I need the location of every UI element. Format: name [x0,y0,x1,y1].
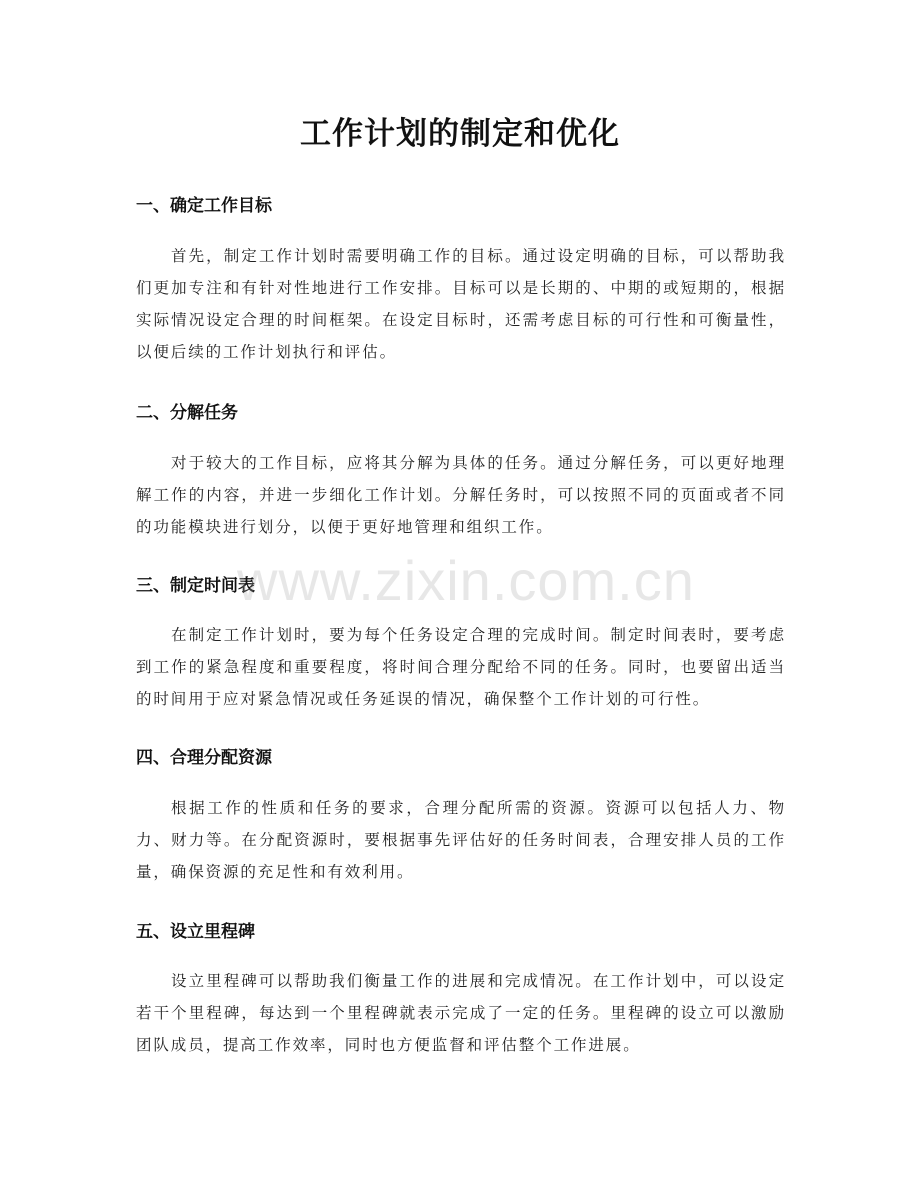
document-title: 工作计划的制定和优化 [300,116,620,152]
section-heading-goals: 一、确定工作目标 [136,196,272,216]
section-body-goals: 首先，制定工作计划时需要明确工作的目标。通过设定明确的目标，可以帮助我们更加专注和有针对性地进行工作安排。目标可以是长期的、中期的或短期的，根据实际情况设定合理的时间框架。在设定目标时，还需考虑目标的可行性和可衡量性，以便后续的工作计划执行和评估。 [136,247,786,361]
watermark: www.zixin.com.cn [237,549,695,612]
section-heading-schedule: 三、制定时间表 [136,576,255,596]
section-heading-milestones: 五、设立里程碑 [136,922,255,942]
section-body-milestones: 设立里程碑可以帮助我们衡量工作的进展和完成情况。在工作计划中，可以设定若干个里程碑，每达到一个里程碑就表示完成了一定的任务。里程碑的设立可以激励团队成员，提高工作效率，同时也方便监督和评估整个工作进展。 [136,972,786,1054]
section-heading-resources: 四、合理分配资源 [136,748,272,768]
section-body-schedule: 在制定工作计划时，要为每个任务设定合理的完成时间。制定时间表时，要考虑到工作的紧急程度和重要程度，将时间合理分配给不同的任务。同时，也要留出适当的时间用于应对紧急情况或任务延误的情况，确保整个工作计划的可行性。 [136,626,786,708]
section-heading-tasks: 二、分解任务 [136,403,238,423]
section-body-tasks: 对于较大的工作目标，应将其分解为具体的任务。通过分解任务，可以更好地理解工作的内容，并进一步细化工作计划。分解任务时，可以按照不同的页面或者不同的功能模块进行划分，以便于更好地管理和组织工作。 [136,454,786,536]
section-body-resources: 根据工作的性质和任务的要求，合理分配所需的资源。资源可以包括人力、物力、财力等。在分配资源时，要根据事先评估好的任务时间表，合理安排人员的工作量，确保资源的充足性和有效利用。 [136,799,786,881]
